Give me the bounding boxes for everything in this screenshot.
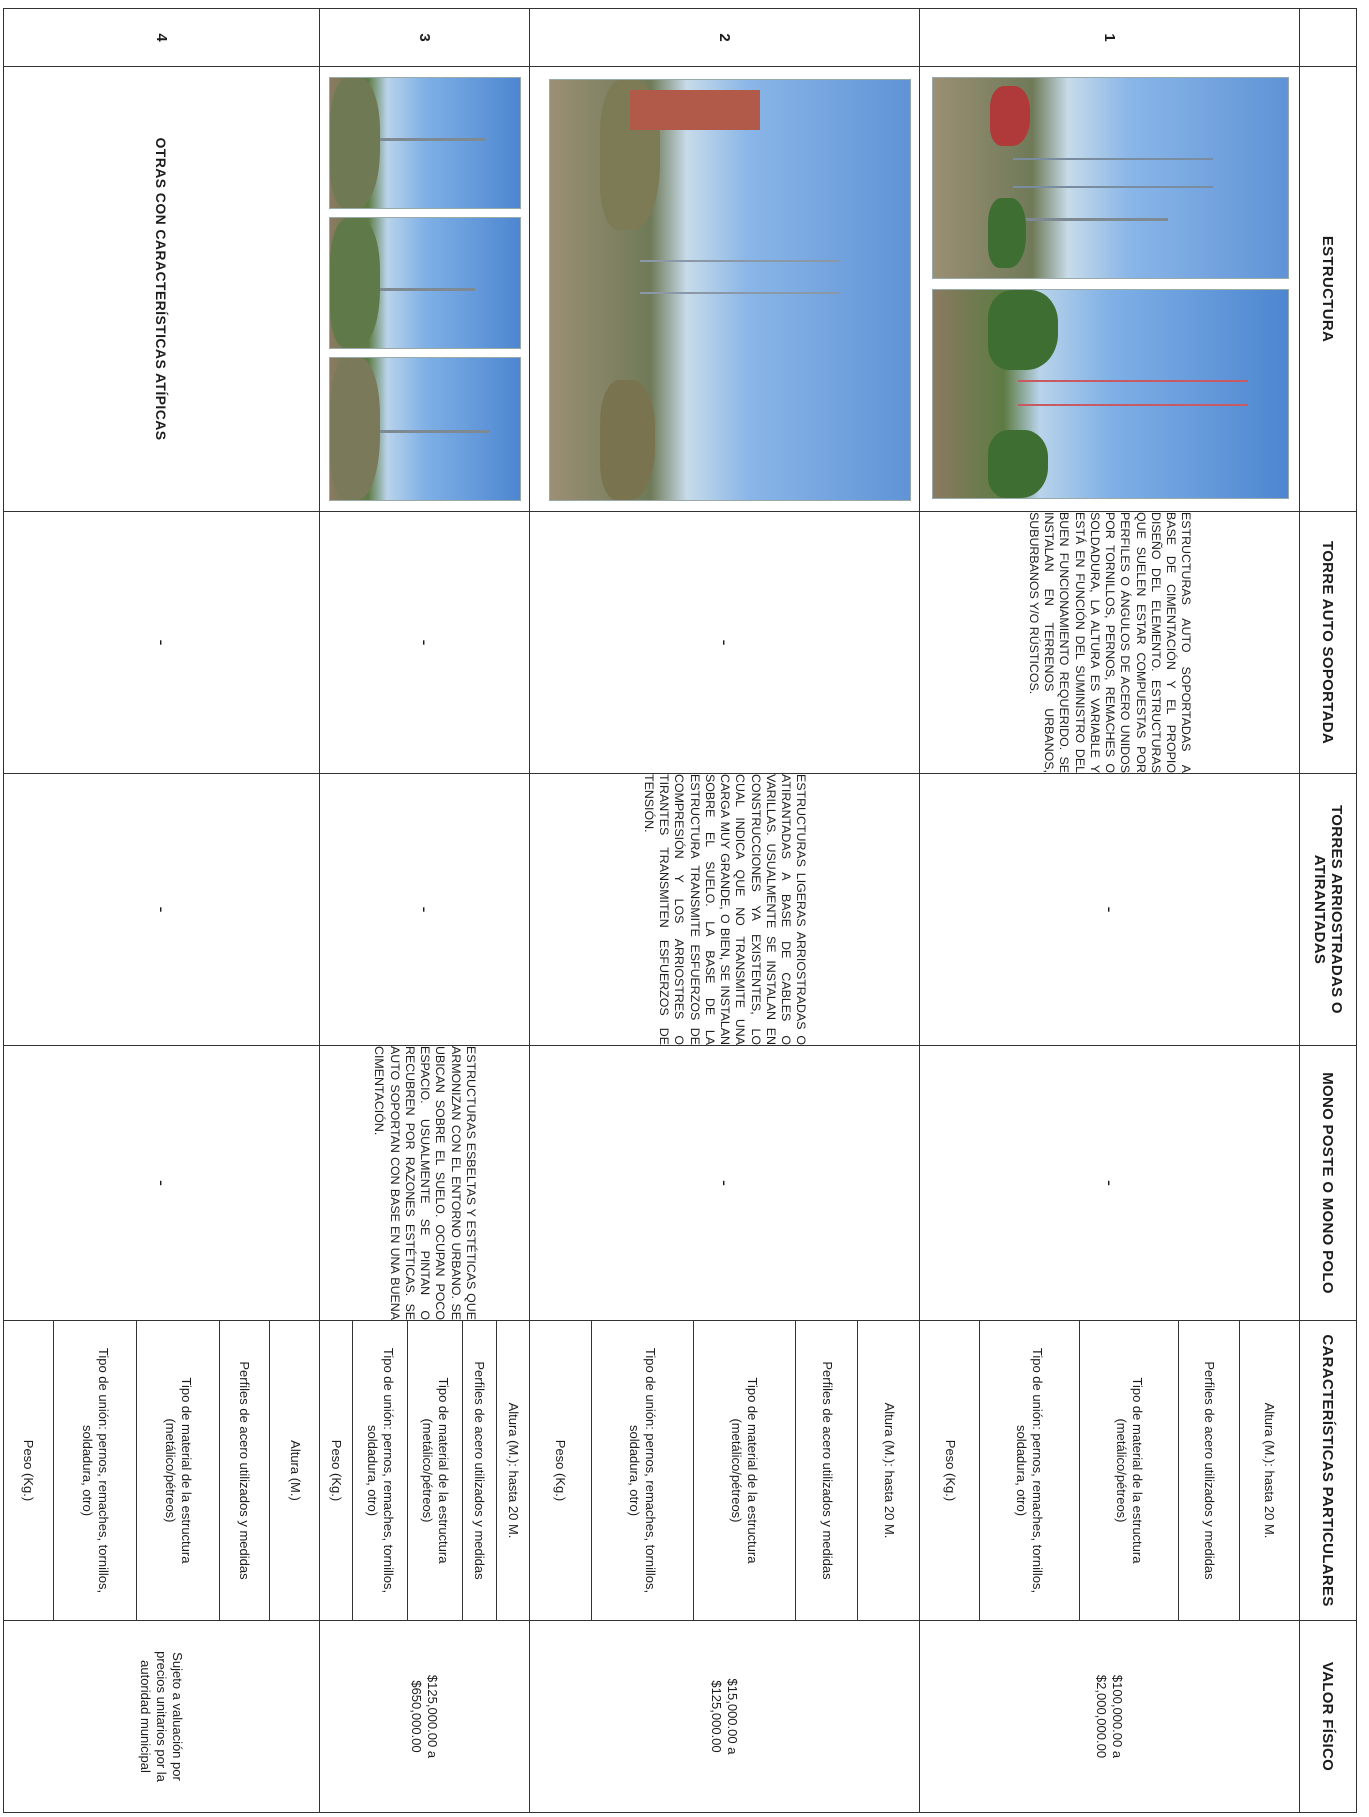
header-valor: VALOR FÍSICO (1300, 1621, 1357, 1813)
header-num (1300, 9, 1357, 67)
feature-material: Tipo de material de la estructura (metálico/pétreos) (693, 1321, 795, 1620)
valor-fisico: $15,000.00 a $125,000.00 (530, 1621, 920, 1813)
mono-poste-empty: - (920, 1046, 1300, 1321)
feature-altura: Altura (M.): hasta 20 M. (496, 1321, 529, 1620)
mono-poste-description: ESTRUCTURAS ESBELTAS Y ESTÉTICAS QUE ARMONIZAN CON EL ENTORNO URBANO. SE UBICAN SOBRE EL SUELO. OCUPAN POCO ESPACIO. USUALMENTE SE PINTAN O RECUBREN POR RAZONES ESTÉTICAS. SE AUTO SOPORTAN CON BASE EN UNA BUENA CIMENTACIÓN. (320, 1046, 530, 1321)
caracteristicas-cell (4, 1321, 320, 1621)
feature-peso: Peso (Kg.) (942, 1439, 958, 1502)
header-mono-poste: MONO POSTE O MONO POLO (1300, 1046, 1357, 1321)
feature-union: Tipo de unión: pernos, remaches, tornillos, soldadura, otro) (591, 1321, 693, 1620)
torres-arriostradas-description: ESTRUCTURAS LIGERAS ARRIOSTRADAS O ATIRANTADAS A BASE DE CABLES O VARILLAS. USUALMENTE SE INSTALAN EN CONSTRUCCIONES YA EXISTENTES, LO CUAL INDICA QUE NO TRANSMITE UNA CARGA MUY GRANDE, O BIEN, SE INSTALAN SOBRE EL SUELO. LA BASE DE LA ESTRUCTURA TRANSMITE ESFUERZOS DE COMPRESIÓN Y LOS ARRIOSTRES O TIRANTES TRANSMITEN ESFUERZOS DE TENSIÓN. (530, 774, 920, 1046)
feature-perfiles: Perfiles de acero utilizados y medidas (1179, 1321, 1240, 1620)
table-row (320, 9, 530, 1813)
structure-photos (920, 67, 1300, 512)
structures-table (3, 8, 1357, 1813)
torre-auto-empty: - (320, 512, 530, 774)
valor-fisico: $100,000.00 a $2,000,000.00 (920, 1621, 1300, 1813)
feature-material: Tipo de material de la estructura (metálico/pétreos) (136, 1321, 219, 1620)
valor-fisico: $125,000.00 a $650,000.00 (320, 1621, 530, 1813)
table-row (4, 9, 320, 1813)
monopole-photo-3 (329, 357, 521, 501)
red-white-tower-photo (932, 289, 1289, 499)
header-caracteristicas: CARACTERÍSTICAS PARTICULARES (1300, 1321, 1357, 1621)
header-estructura: ESTRUCTURA (1300, 67, 1357, 512)
mono-poste-empty: - (4, 1046, 320, 1321)
table-row (530, 9, 920, 1813)
torres-arriostradas-empty: - (320, 774, 530, 1046)
row-number: 4 (4, 9, 320, 67)
feature-peso: Peso (Kg.) (329, 1439, 345, 1502)
torres-arriostradas-empty: - (920, 774, 1300, 1046)
monopole-photo-1 (329, 77, 521, 209)
valor-fisico: Sujeto a valuación por precios unitarios por la autoridad municipal (4, 1621, 320, 1813)
torre-auto-empty: - (4, 512, 320, 774)
torre-auto-empty: - (530, 512, 920, 774)
feature-union: Tipo de unión: pernos, remaches, tornillos, soldadura, otro) (353, 1321, 408, 1620)
feature-material: Tipo de material de la estructura (metálico/pétreos) (408, 1321, 463, 1620)
feature-altura: Altura (M.): hasta 20 M. (1239, 1321, 1299, 1620)
caracteristicas-cell (530, 1321, 920, 1621)
feature-perfiles: Perfiles de acero utilizados y medidas (796, 1321, 858, 1620)
feature-perfiles: Perfiles de acero utilizados y medidas (463, 1321, 496, 1620)
guyed-tower-photo (549, 79, 911, 501)
monopole-photo-2 (329, 217, 521, 349)
feature-union: Tipo de unión: pernos, remaches, tornillos, soldadura, otro) (54, 1321, 137, 1620)
structure-photos (530, 67, 920, 512)
table-row (920, 9, 1300, 1813)
feature-union: Tipo de unión: pernos, remaches, tornillos, soldadura, otro) (980, 1321, 1080, 1620)
header-torre-auto: TORRE AUTO SOPORTADA (1300, 512, 1357, 774)
feature-peso: Peso (Kg.) (553, 1439, 569, 1502)
torres-arriostradas-empty: - (4, 774, 320, 1046)
feature-perfiles: Perfiles de acero utilizados y medidas (219, 1321, 269, 1620)
row-number: 2 (530, 9, 920, 67)
row-number: 1 (920, 9, 1300, 67)
torre-auto-description: ESTRUCTURAS AUTO SOPORTADAS A BASE DE CIMENTACIÓN Y EL PROPIO DISEÑO DEL ELEMENTO. ESTRUCTURAS QUE SUELEN ESTAR COMPUESTAS POR PERFILES O ÁNGULOS DE ACERO UNIDOS POR TORNILLOS, PERNOS, REMACHES O SOLDADURA, LA ALTURA ES VARIABLE Y ESTÁ EN FUNCIÓN DEL SUMINISTRO DEL BUEN FUNCIONAMIENTO REQUERIDO. SE INSTALAN EN TERRENOS URBANOS, SUBURBANOS Y/O RÚSTICOS. (920, 512, 1300, 774)
header-torres-arriostradas: TORRES ARRIOSTRADAS O ATIRANTADAS (1300, 774, 1357, 1046)
feature-altura: Altura (M.) (270, 1321, 319, 1620)
feature-peso: Peso (Kg.) (21, 1439, 37, 1502)
header-row (1300, 9, 1357, 1813)
structure-photos (320, 67, 530, 512)
feature-altura: Altura (M.): hasta 20 M. (858, 1321, 919, 1620)
feature-material: Tipo de material de la estructura (metálico/pétreos) (1079, 1321, 1179, 1620)
row-number: 3 (320, 9, 530, 67)
atypical-structures-label: OTRAS CON CARACTERÍSTICAS ATÍPICAS (4, 67, 320, 512)
caracteristicas-cell (320, 1321, 530, 1621)
self-supported-tower-photo (932, 77, 1289, 279)
caracteristicas-cell (920, 1321, 1300, 1621)
mono-poste-empty: - (530, 1046, 920, 1321)
